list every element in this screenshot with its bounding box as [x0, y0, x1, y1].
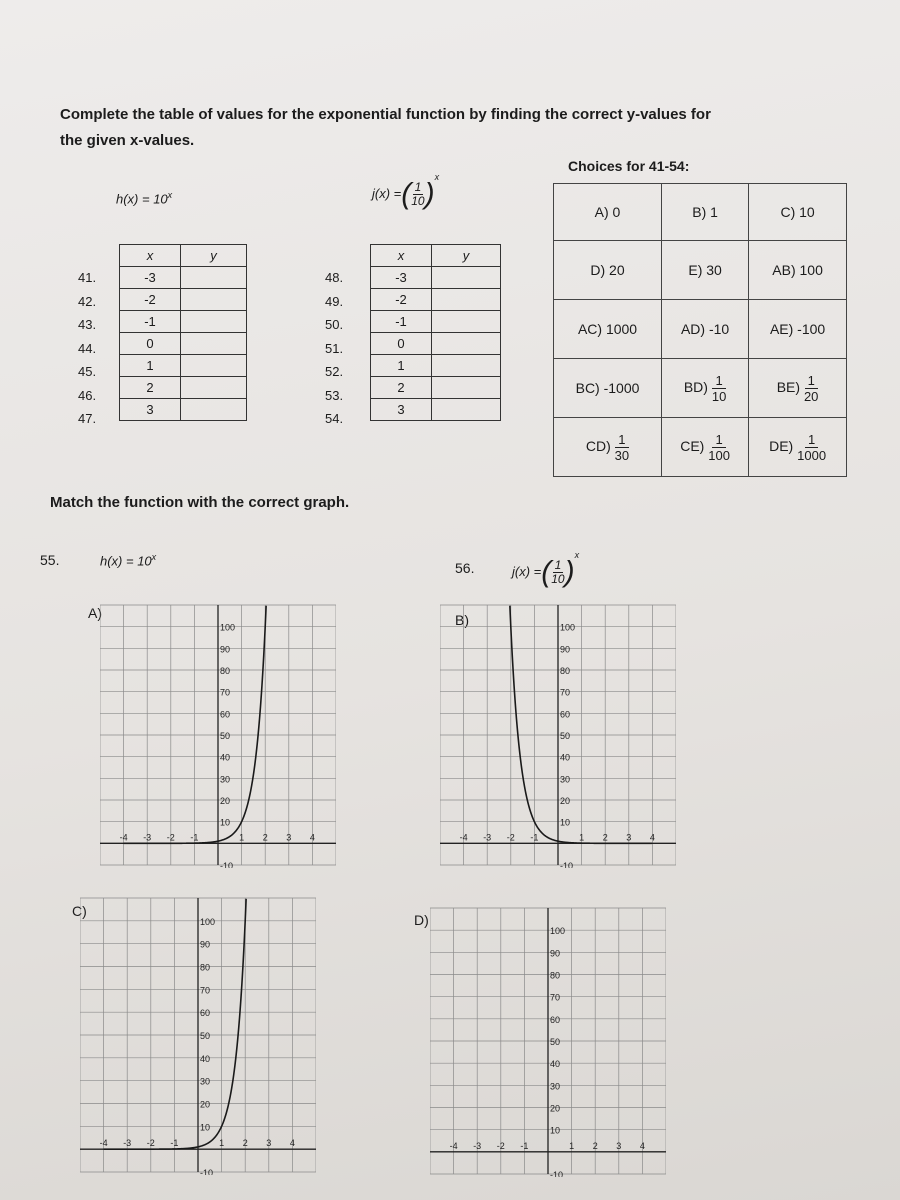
graph-a: [100, 602, 336, 868]
y-tick-label: 60: [550, 1014, 561, 1025]
j-x-cell: 2: [371, 377, 432, 399]
j-question-number: 53.: [325, 387, 344, 403]
j-table-row: [371, 289, 501, 311]
j-table-row: [371, 377, 501, 399]
choices-table: [553, 183, 847, 477]
graph-b: [440, 602, 676, 868]
j-function-text: j(x) =: [372, 186, 402, 201]
y-tick-label: 40: [560, 752, 571, 763]
q55-function-exponent: x: [151, 552, 157, 562]
j-question-number: 48.: [325, 270, 344, 285]
instructions-line-2: the given x-values.: [60, 132, 195, 149]
x-tick-label: 4: [649, 832, 655, 843]
j-y-answer-cell[interactable]: [432, 355, 501, 377]
x-tick-label: 4: [639, 1140, 645, 1151]
j-function-label: j(x) =( $\frac{1}{10}$ )$^x$: [372, 172, 440, 211]
y-tick-label: 30: [560, 774, 571, 785]
choice-option: [554, 418, 662, 477]
choice-label: BE): [776, 378, 801, 395]
y-tick-label: -10: [560, 861, 574, 868]
j-function-fraction: [411, 181, 424, 208]
j-x-cell: -2: [371, 289, 432, 311]
h-table-header: [120, 245, 247, 267]
j-table-row: [371, 311, 501, 333]
h-y-answer-cell[interactable]: [181, 333, 247, 355]
j-function-exponent: x: [434, 172, 440, 182]
choice-option: [749, 418, 847, 477]
y-tick-label: 30: [550, 1081, 561, 1092]
y-tick-label: 80: [200, 962, 211, 973]
h-function-label: [116, 190, 172, 206]
h-table-row: [120, 377, 247, 399]
choice-fraction-num: 1: [712, 373, 725, 389]
choice-fraction-num: 1: [615, 432, 628, 448]
y-tick-label: 20: [200, 1099, 211, 1110]
j-y-answer-cell[interactable]: [432, 267, 501, 289]
h-table-row: [120, 267, 247, 289]
h-value-table: [119, 244, 247, 421]
j-y-answer-cell[interactable]: [432, 311, 501, 333]
h-y-answer-cell[interactable]: [181, 377, 247, 399]
y-tick-label: 70: [560, 687, 571, 698]
q56-number: 56.: [455, 560, 475, 576]
j-question-number: 52.: [325, 364, 344, 379]
h-header-x: x: [120, 245, 181, 267]
choice-option: AE) -100: [749, 300, 847, 359]
x-tick-label: 3: [266, 1138, 272, 1149]
x-tick-label: 2: [242, 1138, 248, 1149]
j-x-cell: 3: [371, 399, 432, 421]
x-tick-label: 2: [592, 1140, 598, 1151]
j-x-cell: 1: [371, 355, 432, 377]
h-question-number: 42.: [78, 293, 97, 309]
h-table-row: [120, 311, 247, 333]
j-table-row: [371, 399, 501, 421]
y-tick-label: 90: [560, 644, 571, 655]
h-y-answer-cell[interactable]: [181, 289, 247, 311]
y-tick-label: 50: [560, 731, 571, 741]
j-header-y: y: [432, 245, 501, 267]
h-table-row: [120, 289, 247, 311]
h-x-cell: -3: [120, 267, 181, 289]
x-tick-label: -1: [520, 1140, 529, 1151]
x-tick-label: 1: [579, 832, 585, 843]
q56-function: j(x) =( $\frac{1}{10}$ )$^x$: [512, 550, 580, 589]
choice-option: AB) 100: [749, 241, 847, 300]
y-tick-label: 70: [550, 992, 561, 1003]
j-table-row: [371, 355, 501, 377]
choice-fraction-num: 1: [805, 373, 818, 389]
j-x-cell: -1: [371, 311, 432, 333]
j-y-answer-cell[interactable]: [432, 289, 501, 311]
y-tick-label: -10: [200, 1168, 214, 1175]
j-fraction-num: 1: [414, 180, 422, 195]
y-tick-label: 70: [200, 985, 211, 996]
h-table-row: [120, 333, 247, 355]
y-tick-label: 60: [200, 1008, 211, 1019]
choice-option: [554, 359, 662, 418]
choice-option: A) 0: [554, 184, 662, 241]
y-tick-label: 40: [220, 752, 231, 763]
x-tick-label: -4: [99, 1138, 108, 1149]
j-y-answer-cell[interactable]: [432, 399, 501, 421]
choice-option: E) 30: [662, 241, 749, 300]
choice-label: BD): [683, 378, 708, 395]
choice-fraction: [712, 373, 726, 404]
h-question-number: 46.: [78, 387, 97, 403]
x-tick-label: -1: [170, 1138, 179, 1149]
graph-d: [430, 905, 666, 1177]
y-tick-label: 30: [200, 1076, 211, 1087]
q55-number: 55.: [40, 552, 60, 568]
choices-title: Choices for 41-54:: [568, 158, 690, 174]
h-x-cell: 1: [120, 355, 181, 377]
choice-fraction-den: 20: [803, 388, 819, 404]
h-x-cell: -1: [120, 311, 181, 333]
x-tick-label: 1: [569, 1140, 575, 1151]
graph-c: [80, 895, 316, 1175]
instructions-line-1: Complete the table of values for the exponential function by finding the correct y-values for: [60, 106, 711, 123]
j-table-row: [371, 333, 501, 355]
x-tick-label: -4: [119, 832, 128, 843]
x-tick-label: -3: [123, 1138, 132, 1149]
h-question-number: 44.: [78, 340, 97, 356]
q56-fraction-den: 10: [551, 572, 565, 587]
y-tick-label: 90: [550, 948, 561, 959]
x-tick-label: -1: [190, 832, 199, 843]
exponential-curve: [510, 606, 652, 844]
y-tick-label: 30: [220, 774, 231, 785]
choice-label: CD): [585, 437, 611, 454]
j-x-cell: 0: [371, 333, 432, 355]
choice-fraction-den: 100: [708, 447, 730, 463]
y-tick-label: 10: [220, 817, 231, 828]
x-tick-label: 2: [262, 832, 268, 843]
exponential-curve: [104, 899, 247, 1149]
y-tick-label: 90: [200, 939, 211, 950]
h-x-cell: -2: [120, 289, 181, 311]
graph-a-label: A): [88, 605, 102, 621]
j-fraction-den: 10: [411, 194, 425, 209]
x-tick-label: 4: [309, 832, 315, 843]
h-function-text: h(x) = 10: [116, 191, 168, 207]
j-table-row: [371, 267, 501, 289]
q56-fraction-num: 1: [554, 558, 562, 573]
h-question-number: 43.: [78, 317, 97, 332]
x-tick-label: -3: [473, 1140, 482, 1151]
y-tick-label: 20: [550, 1103, 561, 1114]
x-tick-label: 1: [219, 1138, 225, 1149]
q55-function: [100, 552, 156, 568]
j-question-number: 51.: [325, 340, 344, 356]
choice-option: AD) -10: [662, 300, 749, 359]
j-value-table: [370, 244, 501, 421]
choice-option: [662, 359, 749, 418]
h-y-answer-cell[interactable]: [181, 267, 247, 289]
x-tick-label: 3: [286, 832, 292, 843]
x-tick-label: -2: [166, 832, 175, 843]
y-tick-label: -10: [220, 861, 234, 868]
choices-row: [554, 184, 847, 241]
j-question-number: 49.: [325, 293, 344, 309]
h-x-cell: 3: [120, 399, 181, 421]
q56-fraction: [551, 559, 564, 586]
x-tick-label: 3: [626, 832, 632, 843]
y-tick-label: 60: [220, 709, 231, 720]
choice-option: C) 10: [749, 184, 847, 241]
x-tick-label: 1: [239, 832, 245, 843]
h-question-number: 41.: [78, 270, 97, 285]
choice-fraction: [804, 373, 818, 404]
choice-fraction-den: 10: [711, 388, 727, 404]
choice-option: [662, 418, 749, 477]
h-question-number: 47.: [78, 411, 97, 426]
x-tick-label: -3: [143, 832, 152, 843]
h-x-cell: 0: [120, 333, 181, 355]
y-tick-label: 10: [550, 1125, 561, 1136]
h-function-exponent: x: [167, 190, 173, 200]
y-tick-label: 40: [200, 1053, 211, 1064]
choice-option: B) 1: [662, 184, 749, 241]
choice-fraction: [615, 432, 629, 463]
h-x-cell: 2: [120, 377, 181, 399]
y-tick-label: 50: [550, 1037, 561, 1047]
j-y-answer-cell[interactable]: [432, 377, 501, 399]
graph-c-label: C): [72, 903, 87, 919]
j-y-answer-cell[interactable]: [432, 333, 501, 355]
h-y-answer-cell[interactable]: [181, 355, 247, 377]
y-tick-label: 10: [200, 1122, 211, 1133]
x-tick-label: 3: [616, 1140, 622, 1151]
x-tick-label: 4: [289, 1138, 295, 1149]
y-tick-label: 20: [560, 796, 571, 806]
q56-function-text: j(x) =: [512, 564, 542, 579]
h-question-number: 45.: [78, 364, 97, 379]
exponential-curve: [124, 606, 267, 844]
j-x-cell: -3: [371, 267, 432, 289]
x-tick-label: -2: [146, 1138, 155, 1149]
h-header-y: y: [181, 245, 247, 267]
choices-row: [554, 241, 847, 300]
q56-function-exponent: x: [574, 550, 580, 560]
h-table-row: [120, 355, 247, 377]
h-y-answer-cell[interactable]: [181, 311, 247, 333]
y-tick-label: 80: [550, 970, 561, 981]
q55-function-text: h(x) = 10: [100, 553, 152, 569]
y-tick-label: 80: [560, 666, 571, 676]
y-tick-label: 50: [200, 1031, 211, 1041]
y-tick-label: 70: [220, 687, 231, 698]
match-title: Match the function with the correct graph.: [50, 494, 350, 511]
j-question-number: 54.: [325, 411, 344, 426]
x-tick-label: -2: [506, 832, 515, 843]
h-table-row: [120, 399, 247, 421]
y-tick-label: 90: [220, 644, 231, 655]
x-tick-label: -3: [483, 832, 492, 843]
choice-fraction-num: 1: [712, 432, 725, 448]
j-table-header: [371, 245, 501, 267]
j-header-x: x: [371, 245, 432, 267]
y-tick-label: 100: [200, 916, 216, 927]
h-y-answer-cell[interactable]: [181, 399, 247, 421]
y-tick-label: 20: [220, 796, 231, 806]
y-tick-label: 50: [220, 731, 231, 741]
choice-option: AC) 1000: [554, 300, 662, 359]
x-tick-label: -4: [449, 1140, 458, 1151]
j-question-number: 50.: [325, 317, 344, 332]
y-tick-label: 100: [550, 926, 566, 937]
choice-label: CE): [680, 437, 705, 454]
choice-label: DE): [769, 437, 794, 454]
y-tick-label: 10: [560, 817, 571, 828]
y-tick-label: 40: [550, 1059, 561, 1070]
y-tick-label: 100: [220, 622, 236, 633]
y-tick-label: 100: [560, 622, 576, 633]
graph-d-label: D): [414, 912, 429, 928]
y-tick-label: -10: [550, 1170, 564, 1177]
x-tick-label: 2: [602, 832, 608, 843]
choice-fraction-num: 1: [805, 432, 818, 448]
x-tick-label: -1: [530, 832, 539, 843]
x-tick-label: -4: [459, 832, 468, 843]
instructions: [60, 102, 711, 154]
choice-fraction: [797, 432, 826, 463]
x-tick-label: -2: [496, 1140, 505, 1151]
y-tick-label: 80: [220, 666, 231, 676]
choices-row: [554, 300, 847, 359]
choice-option: [749, 359, 847, 418]
choice-fraction-den: 1000: [797, 447, 827, 463]
choice-option: D) 20: [554, 241, 662, 300]
choices-row: [554, 359, 847, 418]
y-tick-label: 60: [560, 709, 571, 720]
graph-b-label: B): [455, 612, 469, 628]
choices-row: [554, 418, 847, 477]
choice-label: BC) -1000: [575, 380, 640, 396]
choice-fraction: [708, 432, 730, 463]
choice-fraction-den: 30: [614, 447, 630, 463]
